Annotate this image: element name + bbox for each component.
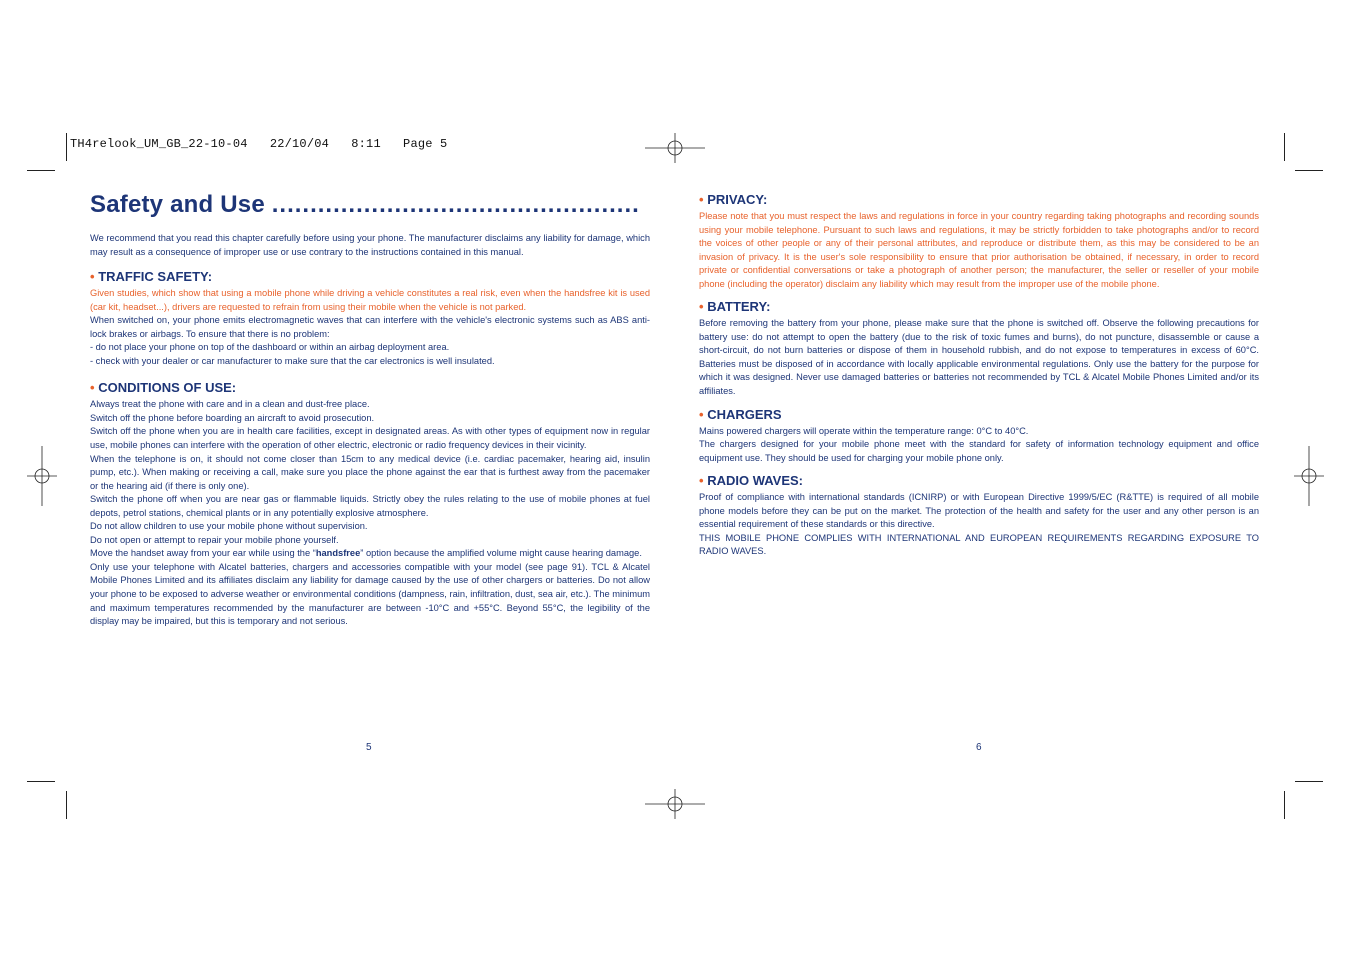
crop-mark — [66, 133, 67, 161]
section-heading-chargers — [699, 407, 1259, 423]
traffic-paragraph: When switched on, your phone emits electromagnetic waves that can interfere with the vehicle's electronic systems such as ABS anti-lock brakes or airbags. To ensure that there is no problem: — [90, 315, 650, 339]
conditions-paragraph: Only use your telephone with Alcatel batteries, chargers and accessories compatible with your model (see page 91). TCL & Alcatel Mobile Phones Limited and its affiliates disclaim any liability for damage caused by the use of other chargers or batteries. Do not allow your phone to be exposed to adverse weather or environmental conditions (dampness, rain, infiltration, dust, sea air, etc.). The minimum and maximum temperatures recommended by the manufacturer are between -10°C and +55°C. Beyond 55°C, the legibility of the display may be impaired, but this is temporary and not serious. — [90, 561, 650, 627]
text-segment: Move the handset away from your ear while using the “ — [90, 548, 316, 559]
conditions-paragraph: Switch the phone off when you are near gas or flammable liquids. Strictly obey the rules relating to the use of mobile phones at fuel depots, petrol stations, chemical plants or in any potentially explosive atmosphere. — [90, 494, 650, 518]
section-heading-traffic — [90, 269, 650, 285]
list-item: - check with your dealer or car manufacturer to make sure that the car electronics is well insulated. — [90, 355, 495, 366]
crop-mark — [1284, 791, 1285, 819]
section-heading-conditions — [90, 380, 650, 396]
radio-paragraph: Proof of compliance with international standards (ICNIRP) or with European Directive 1999/5/EC (R&TTE) is required of all mobile phone models before they can be put on the market. The protection of the health and safety for the user and any other person is an essential requirement of these standards or this directive. — [699, 492, 1259, 530]
conditions-paragraph: When the telephone is on, it should not come closer than 15cm to any medical device (i.e. cardiac pacemaker, hearing aid, insulin pump, etc.). When making or receiving a call, make sure you place the phone against the ear that is furthest away from the pacemaker or the hearing aid (if there is only one). — [90, 453, 650, 491]
heading-text: BATTERY: — [707, 299, 771, 315]
bullet: • — [699, 192, 704, 207]
heading-text: TRAFFIC SAFETY: — [98, 269, 213, 285]
crop-mark — [1295, 781, 1323, 782]
conditions-paragraph: Switch off the phone before boarding an aircraft to avoid prosecution. — [90, 412, 375, 423]
bullet: • — [90, 380, 95, 396]
crop-mark — [1295, 170, 1323, 171]
crop-mark — [27, 170, 55, 171]
heading-text: CONDITIONS OF USE: — [98, 380, 237, 396]
registration-mark-right — [1294, 446, 1324, 506]
page-number-right: 6 — [976, 742, 982, 753]
right-page — [699, 192, 1259, 559]
heading-text: RADIO WAVES: — [707, 473, 804, 489]
crop-mark — [1284, 133, 1285, 161]
privacy-paragraph: Please note that you must respect the laws and regulations in force in your country regarding taking photographs and recording sounds using your mobile telephone. Pursuant to such laws and regulations, it may be strictly forbidden to take photographs and/or to record the voices of other people or any of their personal attributes, and reproduce or distribute them, as this may be considered to be an invasion of privacy. It is the user's sole responsibility to ensure that prior authorisation be obtained, if necessary, in order to record private or confidential conversations or take a photograph of another person; the manufacturer, the seller or reseller of your mobile phone (including the operator) disclaim any liability which may result from the improper use of the mobile phone. — [699, 211, 1259, 289]
conditions-paragraph: Always treat the phone with care and in a clean and dust-free place. — [90, 399, 370, 410]
registration-mark-left — [27, 446, 57, 506]
section-heading-battery — [699, 299, 1259, 315]
intro-paragraph: We recommend that you read this chapter carefully before using your phone. The manufacturer disclaims any liability for damage, which may result as a consequence of improper use or use contrary to the instructions contained in this manual. — [90, 233, 650, 257]
bullet: • — [699, 299, 704, 315]
registration-mark-bottom — [645, 789, 705, 819]
heading-text: PRIVACY: — [707, 192, 768, 207]
page-title-text: Safety and Use — [90, 191, 265, 218]
radio-paragraph: THIS MOBILE PHONE COMPLIES WITH INTERNATIONAL AND EUROPEAN REQUIREMENTS REGARDING EXPOSURE TO RADIO WAVES. — [699, 532, 1259, 557]
print-slug: TH4relook_UM_GB_22-10-04 22/10/04 8:11 Page 5 — [70, 137, 448, 151]
list-item: - do not place your phone on top of the dashboard or within an airbag deployment area. — [90, 342, 450, 353]
battery-paragraph: Before removing the battery from your phone, please make sure that the phone is switched off. Observe the following precautions for battery use: do not attempt to open the battery (due to the risk of toxic fumes and burns), do not puncture, disassemble or cause a short-circuit, do not burn batteries or dispose of them in household rubbish, and do not expose to temperatures in excess of 60°C. Batteries must be disposed of in accordance with locally applicable environmental regulations. Only use the battery for the purpose for which it was designed. Never use damaged batteries or batteries not recommended by TCL & Alcatel Mobile Phones Limited and/or its affiliates. — [699, 318, 1259, 397]
page-number-left: 5 — [366, 742, 372, 753]
registration-mark-top — [645, 133, 705, 163]
title-leader-dots: ................................................ — [271, 191, 640, 218]
conditions-paragraph: Do not open or attempt to repair your mobile phone yourself. — [90, 534, 339, 545]
bullet: • — [699, 406, 704, 422]
heading-text: CHARGERS — [707, 406, 782, 422]
handsfree-term: handsfree — [315, 548, 361, 559]
text-segment: ” option because the amplified volume might cause hearing damage. — [360, 548, 642, 559]
conditions-paragraph — [90, 547, 650, 561]
crop-mark — [66, 791, 67, 819]
bullet: • — [699, 473, 704, 489]
page-title — [90, 190, 650, 220]
chargers-paragraph: Mains powered chargers will operate within the temperature range: 0°C to 40°C. — [699, 425, 1029, 436]
chargers-paragraph: The chargers designed for your mobile phone meet with the standard for safety of information technology equipment and office equipment use. They should be used for charging your mobile phone only. — [699, 439, 1259, 463]
traffic-warning: Given studies, which show that using a mobile phone while driving a vehicle constitutes a real risk, even when the handsfree kit is used (car kit, headset...), drivers are requested to refrain from using their mobile when the vehicle is not parked. — [90, 288, 650, 312]
left-page — [90, 190, 650, 629]
crop-mark — [27, 781, 55, 782]
bullet: • — [90, 269, 95, 285]
section-heading-privacy — [699, 192, 1259, 208]
conditions-paragraph: Switch off the phone when you are in health care facilities, except in designated areas. As with other types of equipment now in regular use, mobile phones can interfere with the operation of other electric, electronic or radio frequency devices in their vicinity. — [90, 426, 650, 451]
conditions-paragraph: Do not allow children to use your mobile phone without supervision. — [90, 521, 368, 532]
section-heading-radio-waves — [699, 473, 1259, 489]
